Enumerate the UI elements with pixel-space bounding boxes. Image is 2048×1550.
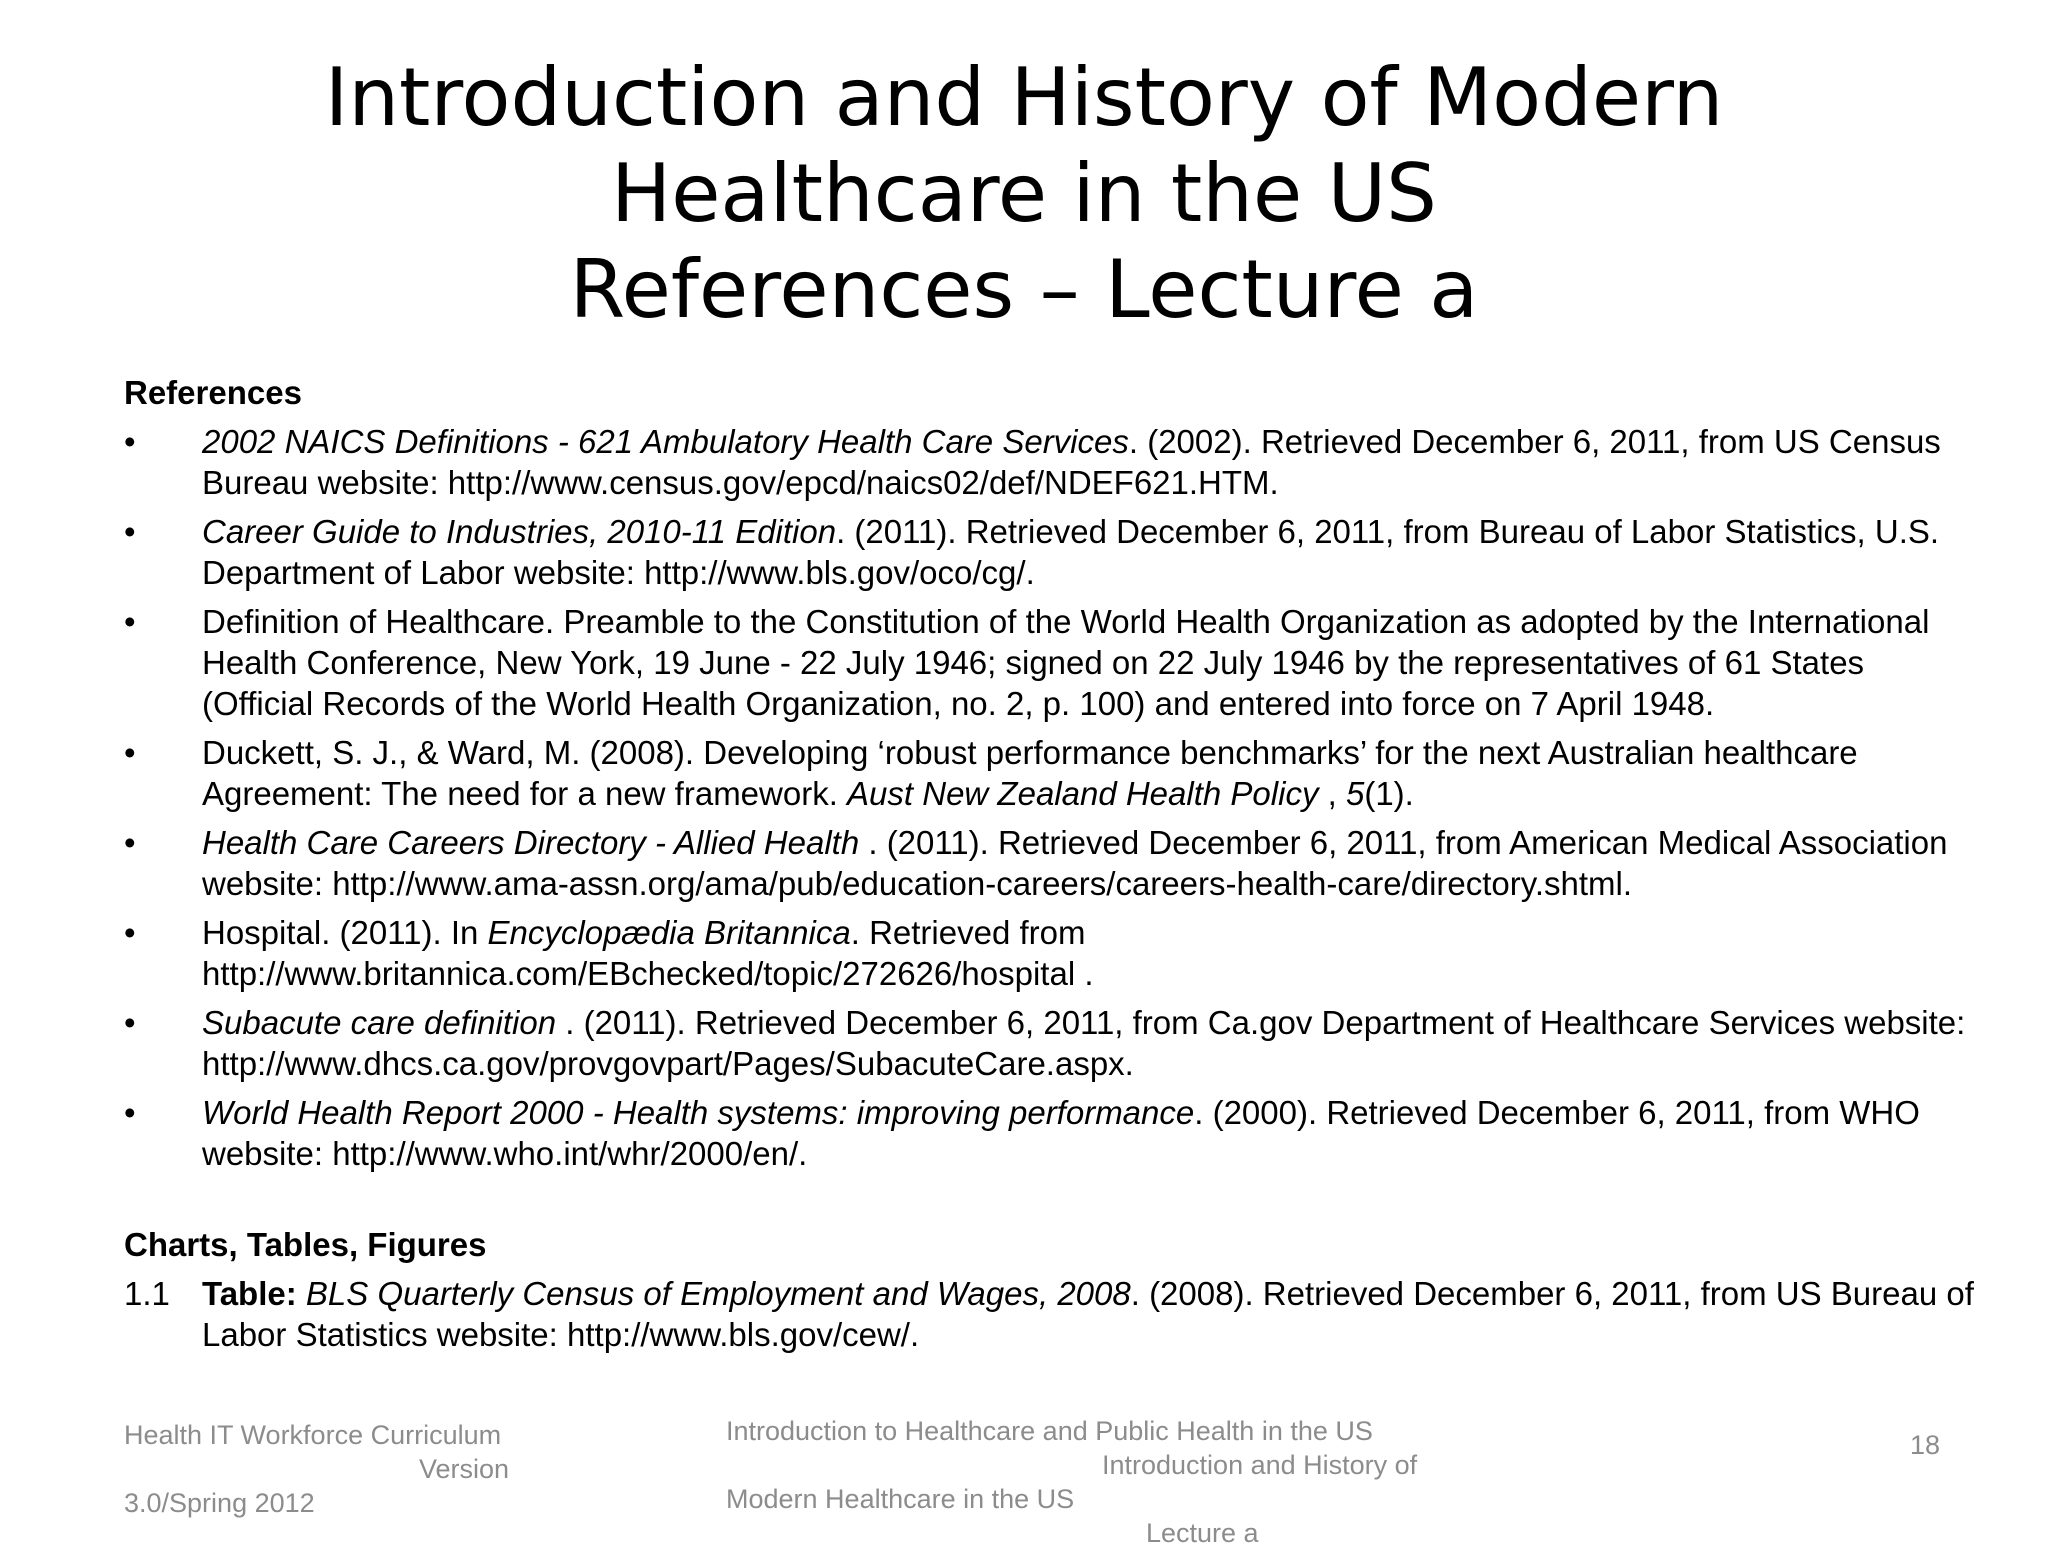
reference-title: World Health Report 2000 - Health systems: improving performance bbox=[202, 1094, 1195, 1131]
figure-item bbox=[124, 1273, 1984, 1355]
figure-text: . (2008). Retrieved December 6, 2011, from US Bureau of Labor Statistics website: http://www.bls.gov/cew/. bbox=[202, 1275, 1974, 1353]
reference-title: Encyclopædia Britannica bbox=[487, 914, 851, 951]
footer-left bbox=[124, 1418, 524, 1520]
reference-text: . (2002). Retrieved December 6, 2011, from US Census Bureau website: http://www.census.gov/epcd/naics02/def/NDEF621.HTM. bbox=[202, 423, 1941, 501]
reference-item bbox=[124, 1002, 1984, 1084]
reference-text: Hospital. (2011). In bbox=[202, 914, 488, 951]
footer-lecture: Lecture a bbox=[1146, 1518, 1259, 1548]
reference-url: http://www.britannica.com/EBchecked/topic/272626/hospital . bbox=[202, 955, 1094, 992]
reference-title: Career Guide to Industries, 2010-11 Edition bbox=[202, 513, 837, 550]
footer-center bbox=[726, 1414, 1446, 1550]
reference-text: . (2011). Retrieved December 6, 2011, from Ca.gov Department of Healthcare Services website: http://www.dhcs.ca.gov/provgovpart/Pages/SubacuteCare.aspx. bbox=[202, 1004, 1966, 1082]
reference-text: . (2011). Retrieved December 6, 2011, from American Medical Association website: http://www.ama-assn.org/ama/pub/education-careers/careers-health-care/directory.shtml. bbox=[202, 824, 1948, 902]
reference-item bbox=[124, 511, 1984, 593]
reference-text: Duckett, S. J., & Ward, M. (2008). Developing ‘robust performance benchmarks’ for the next Australian healthcare Agreement: The need for a new framework. bbox=[202, 734, 1858, 812]
reference-title: Health Care Careers Directory - Allied Health bbox=[202, 824, 860, 861]
references-list bbox=[124, 421, 1984, 1174]
page-number: 18 bbox=[1909, 1430, 1940, 1460]
reference-item bbox=[124, 732, 1984, 814]
reference-volume: 5 bbox=[1345, 775, 1365, 812]
bullet-icon: • bbox=[124, 1094, 136, 1131]
footer-version: Version bbox=[418, 1454, 509, 1484]
footer-curriculum: Health IT Workforce Curriculum bbox=[124, 1420, 502, 1450]
bullet-icon: • bbox=[124, 423, 136, 460]
bullet-icon: • bbox=[124, 1004, 136, 1041]
footer-course: Introduction to Healthcare and Public Health in the US bbox=[726, 1416, 1373, 1446]
bullet-icon: • bbox=[124, 824, 136, 861]
references-heading: References bbox=[124, 374, 302, 411]
reference-item bbox=[124, 1092, 1984, 1174]
figure-label: Table: bbox=[202, 1275, 297, 1312]
reference-title: Subacute care definition bbox=[202, 1004, 557, 1041]
reference-text: . (2000). Retrieved December 6, 2011, from WHO website: http://www.who.int/whr/2000/en/. bbox=[202, 1094, 1920, 1172]
reference-item bbox=[124, 601, 1984, 724]
section-spacer bbox=[124, 1182, 1984, 1224]
bullet-icon: • bbox=[124, 734, 136, 771]
reference-item bbox=[124, 822, 1984, 904]
reference-item bbox=[124, 421, 1984, 503]
footer-unit: Introduction and History of bbox=[1102, 1450, 1418, 1480]
bullet-icon: • bbox=[124, 914, 136, 951]
footer-unit-cont: Modern Healthcare in the US bbox=[726, 1484, 1075, 1514]
title-line-2: Healthcare in the US bbox=[611, 147, 1437, 240]
figure-title: BLS Quarterly Census of Employment and Wages, 2008 bbox=[296, 1275, 1131, 1312]
reference-text: . (2011). Retrieved December 6, 2011, from Bureau of Labor Statistics, U.S. Department of Labor website: http://www.bls.gov/oco/cg/. bbox=[202, 513, 1940, 591]
slide-body bbox=[124, 372, 1984, 1355]
bullet-icon: • bbox=[124, 603, 136, 640]
footer-term: 3.0/Spring 2012 bbox=[124, 1488, 315, 1518]
reference-item bbox=[124, 912, 1984, 994]
reference-text: , bbox=[1318, 775, 1346, 812]
title-line-3: References – Lecture a bbox=[569, 243, 1479, 336]
reference-journal: Aust New Zealand Health Policy bbox=[847, 775, 1319, 812]
figure-number: 1.1 bbox=[124, 1275, 170, 1312]
slide-title bbox=[240, 50, 1808, 338]
reference-title: 2002 NAICS Definitions - 621 Ambulatory Health Care Services bbox=[202, 423, 1129, 460]
reference-text: (1). bbox=[1364, 775, 1414, 812]
reference-text: Definition of Healthcare. Preamble to the Constitution of the World Health Organization as adopted by the International Health Conference, New York, 19 June - 22 July 1946; signed on 22 July 1946 by the representatives of 61 States (Official Records of the World Health Organization, no. 2, p. 100) and entered into force on 7 April 1948. bbox=[202, 603, 1930, 722]
bullet-icon: • bbox=[124, 513, 136, 550]
title-line-1: Introduction and History of Modern bbox=[324, 51, 1724, 144]
figures-heading: Charts, Tables, Figures bbox=[124, 1226, 487, 1263]
reference-text: . Retrieved from bbox=[850, 914, 1086, 951]
